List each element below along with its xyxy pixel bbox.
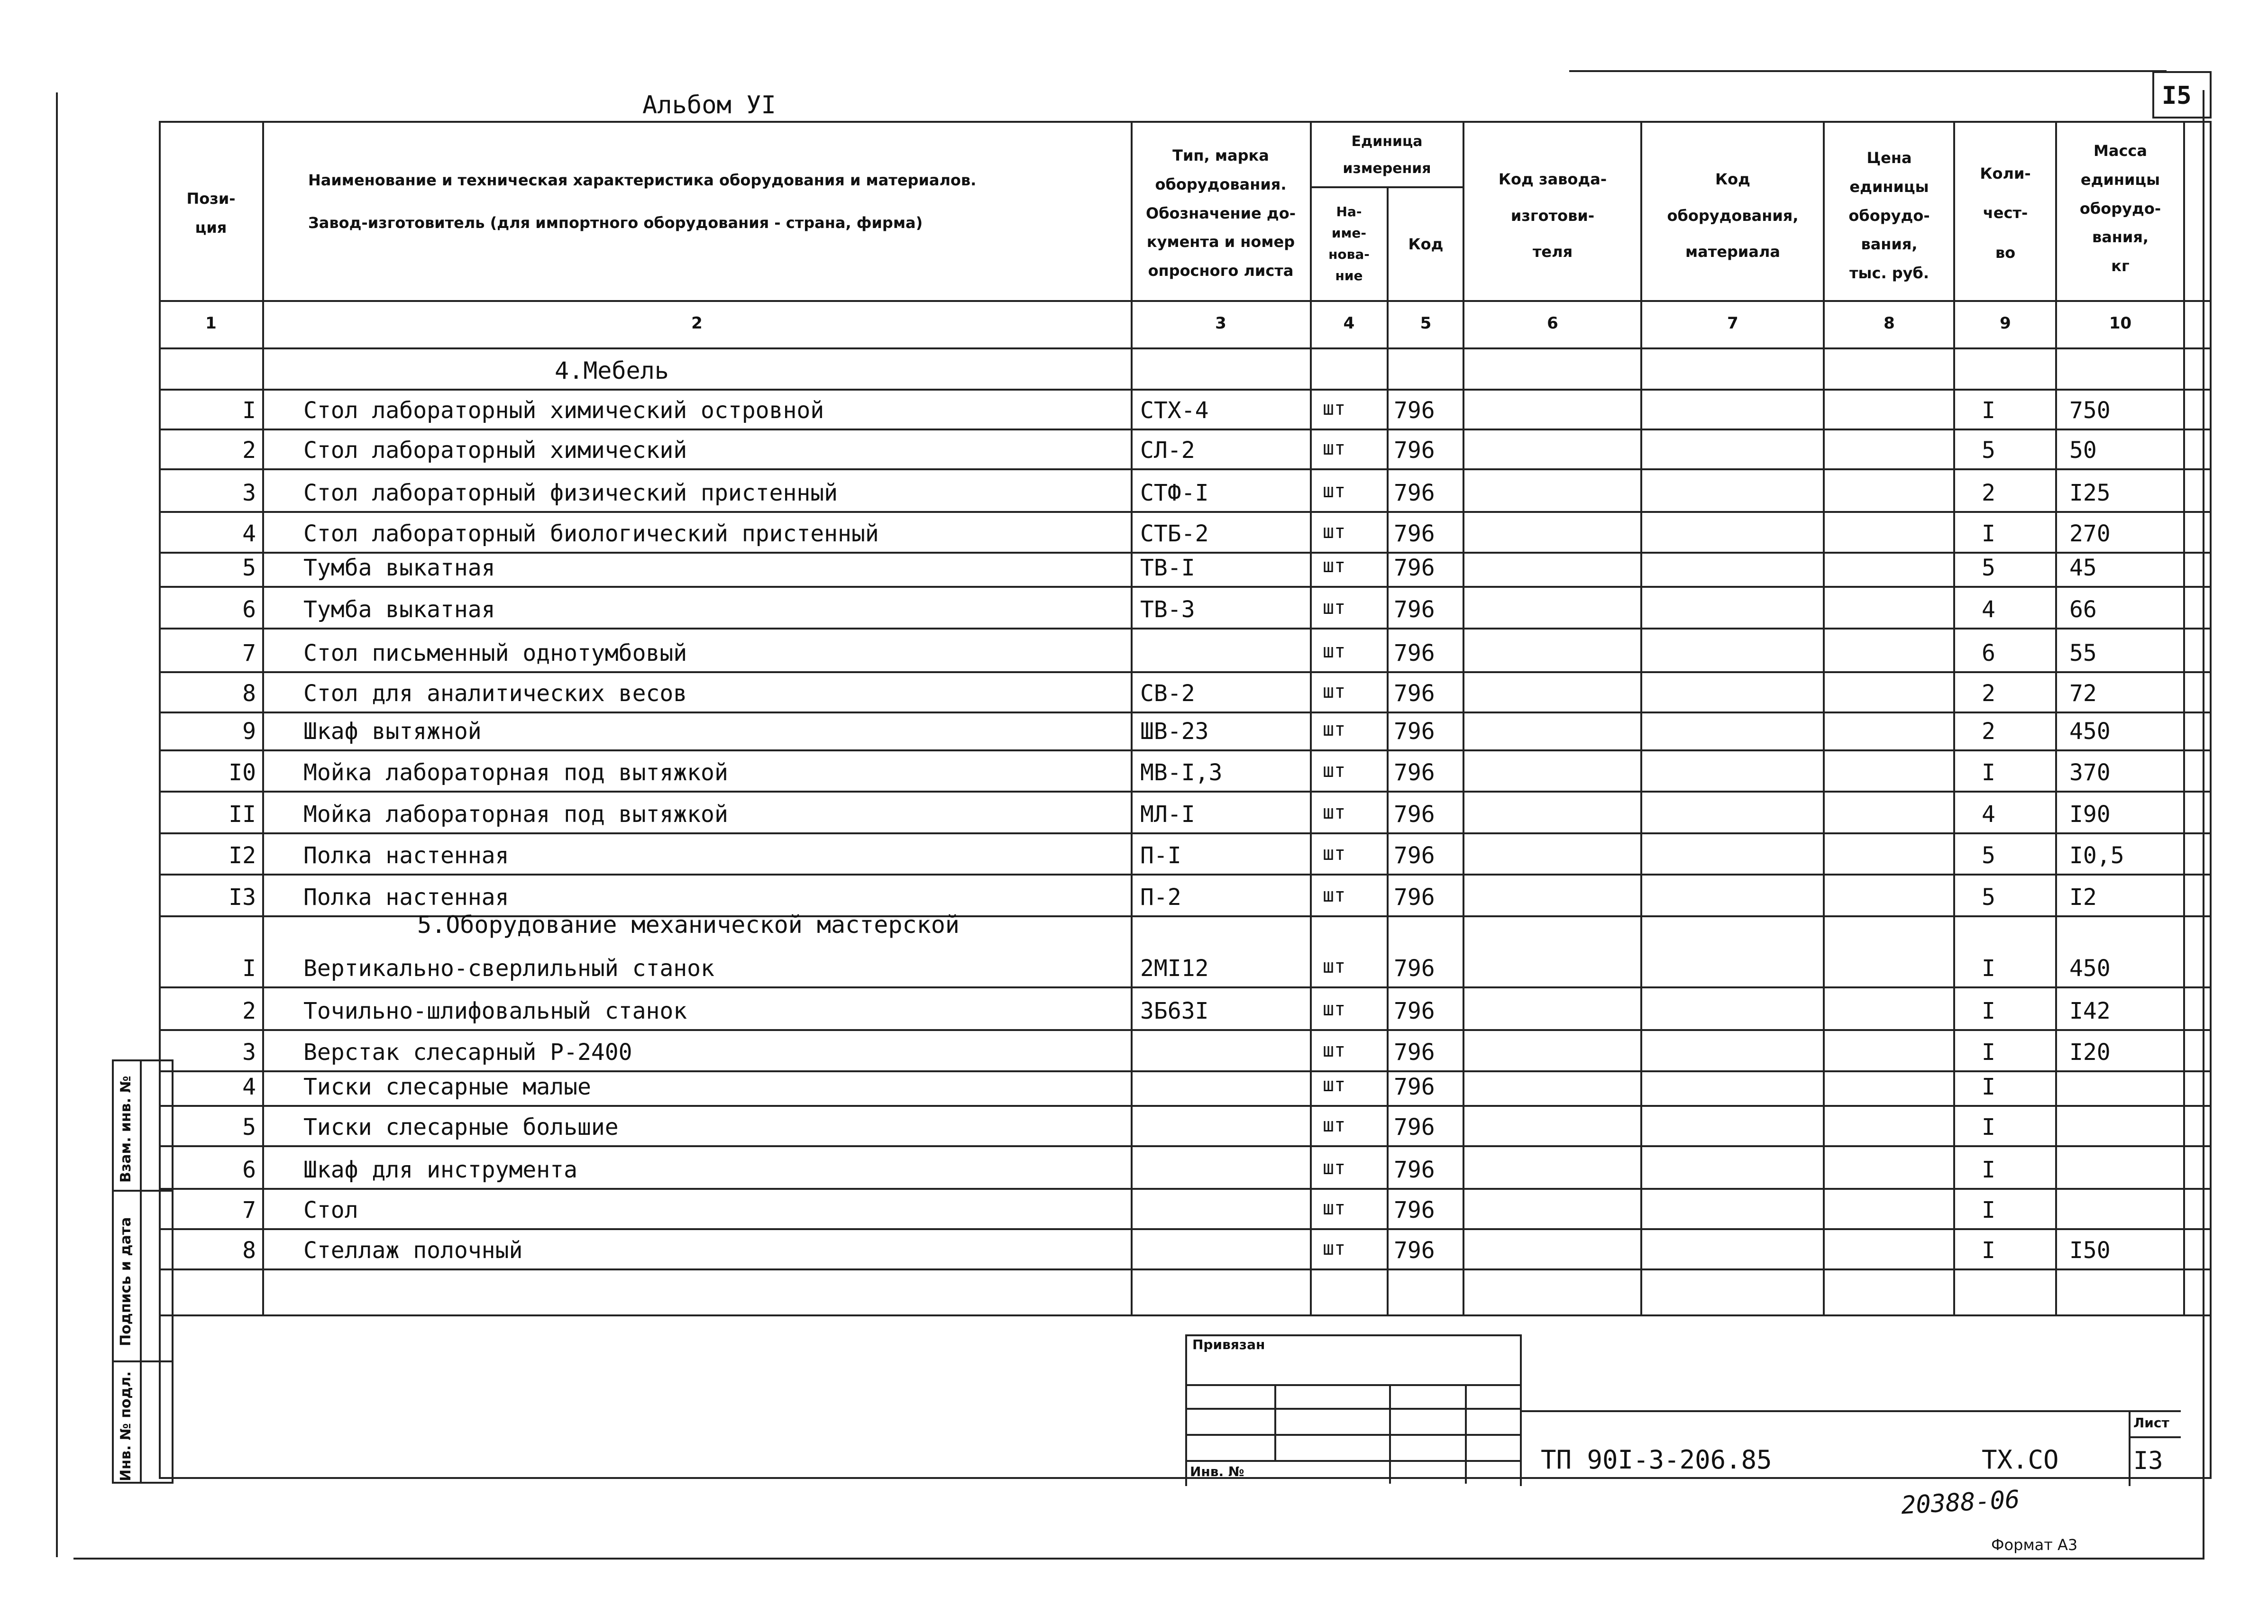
row-position: 8 — [242, 680, 256, 707]
row-unit: шт — [1323, 843, 1346, 865]
top-rule — [1569, 70, 2167, 72]
header-name-line2: Завод-изготовитель (для импортного оборудования - страна, фирма) — [308, 213, 923, 232]
row-divider — [159, 1188, 2212, 1190]
row-position: 6 — [242, 596, 256, 623]
row-name: Полка настенная — [303, 842, 509, 869]
row-divider — [159, 429, 2212, 430]
row-unit-code: 796 — [1394, 520, 1435, 547]
left-border-line — [56, 92, 58, 1557]
row-name: Стол для аналитических весов — [303, 680, 687, 707]
row-divider — [159, 712, 2212, 713]
title-block-sheet-divider — [2129, 1410, 2131, 1486]
row-position: 7 — [242, 1197, 256, 1223]
stamp-privyazan-label: Привязан — [1192, 1337, 1265, 1352]
page-number: I5 — [2162, 82, 2192, 110]
row-mass: I42 — [2069, 998, 2111, 1024]
row-unit: шт — [1323, 398, 1346, 420]
row-quantity: 6 — [1982, 640, 1995, 666]
row-position: I0 — [229, 759, 256, 786]
section-4-title: 4.Мебель — [555, 357, 669, 384]
row-type: 3Б63I — [1140, 998, 1209, 1024]
row-unit: шт — [1323, 760, 1346, 782]
row-unit: шт — [1323, 1238, 1346, 1259]
row-position: 4 — [242, 520, 256, 547]
colnum-1: 1 — [205, 314, 217, 333]
row-divider — [159, 468, 2212, 470]
row-unit-code: 796 — [1394, 801, 1435, 828]
row-name: Полка настенная — [303, 884, 509, 911]
colnum-9: 9 — [2000, 314, 2011, 333]
side-label-inv-podl: Инв. № подл. — [118, 1371, 134, 1481]
row-divider — [159, 986, 2212, 988]
row-divider — [159, 1105, 2212, 1107]
side-label-vzam: Взам. инв. № — [118, 1076, 134, 1183]
row-position: 9 — [242, 718, 256, 745]
colnum-8: 8 — [1884, 314, 1895, 333]
row-mass: I25 — [2069, 480, 2111, 506]
sheet-code: ТХ.СО — [1982, 1445, 2059, 1475]
row-unit: шт — [1323, 480, 1346, 502]
row-quantity: I — [1982, 1197, 1995, 1223]
row-unit: шт — [1323, 640, 1346, 662]
row-unit-code: 796 — [1394, 480, 1435, 506]
row-position: 5 — [242, 1114, 256, 1140]
row-position: I — [242, 397, 256, 424]
row-divider — [159, 511, 2212, 513]
row-position: 2 — [242, 437, 256, 464]
row-name: Стеллаж полочный — [303, 1237, 523, 1264]
row-quantity: 4 — [1982, 596, 1995, 623]
row-unit-code: 796 — [1394, 1157, 1435, 1183]
header-equipment-code: Код оборудования, материала — [1667, 170, 1799, 261]
row-name: Шкаф для инструмента — [303, 1157, 577, 1183]
row-unit-code: 796 — [1394, 1197, 1435, 1223]
header-price: Цена единицы оборудо- вания, тыс. руб. — [1848, 149, 1930, 283]
row-quantity: I — [1982, 955, 1995, 982]
row-mass: I20 — [2069, 1039, 2111, 1066]
row-unit-code: 796 — [1394, 437, 1435, 464]
row-mass: I90 — [2069, 801, 2111, 828]
stamp-privyazan-box — [1185, 1334, 1522, 1486]
row-name: Стол лабораторный химический — [303, 437, 687, 464]
stamp-line-2 — [1185, 1408, 1522, 1410]
side-strip-line-2 — [112, 1360, 174, 1362]
row-mass: 66 — [2069, 596, 2097, 623]
row-mass: 55 — [2069, 640, 2097, 666]
header-quantity: Коли- чест- во — [1980, 164, 2031, 262]
row-quantity: 4 — [1982, 801, 1995, 828]
title-block-sheet-line — [2129, 1436, 2181, 1438]
sheet-label: Лист — [2133, 1415, 2169, 1431]
row-position: 4 — [242, 1074, 256, 1100]
row-position: I3 — [229, 884, 256, 911]
row-mass: I50 — [2069, 1237, 2111, 1264]
colnum-bottom-line — [159, 347, 2212, 349]
row-type: СВ-2 — [1140, 680, 1195, 707]
row-unit-code: 796 — [1394, 680, 1435, 707]
row-mass: 270 — [2069, 520, 2111, 547]
row-type: СТБ-2 — [1140, 520, 1209, 547]
header-mass: Масса единицы оборудо- вания, кг — [2079, 142, 2161, 275]
row-quantity: I — [1982, 1074, 1995, 1100]
row-mass: 72 — [2069, 680, 2097, 707]
stamp-line-3 — [1185, 1434, 1522, 1436]
row-position: 7 — [242, 640, 256, 666]
side-strip-divider — [140, 1059, 142, 1484]
row-type: СТХ-4 — [1140, 397, 1209, 424]
row-quantity: I — [1982, 1237, 1995, 1264]
colnum-2: 2 — [691, 314, 703, 333]
title-block-top — [1522, 1410, 2181, 1412]
row-type: ТВ-I — [1140, 555, 1195, 581]
row-divider — [159, 1228, 2212, 1230]
row-name: Тумба выкатная — [303, 596, 495, 623]
row-divider — [159, 671, 2212, 673]
side-label-podpis: Подпись и дата — [118, 1217, 134, 1346]
row-type: СТФ-I — [1140, 480, 1209, 506]
row-name: Стол — [303, 1197, 358, 1223]
row-position: I2 — [229, 842, 256, 869]
row-divider — [159, 628, 2212, 630]
row-quantity: I — [1982, 1114, 1995, 1140]
row-divider — [159, 749, 2212, 751]
album-title: Альбом УI — [642, 91, 776, 119]
colnum-6: 6 — [1547, 314, 1558, 333]
row-unit-code: 796 — [1394, 759, 1435, 786]
stamp-vline-1 — [1274, 1384, 1276, 1460]
row-name: Мойка лабораторная под вытяжкой — [303, 759, 728, 786]
row-type: П-I — [1140, 842, 1181, 869]
row-unit: шт — [1323, 885, 1346, 906]
header-bottom-line — [159, 300, 2212, 302]
row-quantity: 5 — [1982, 884, 1995, 911]
row-name: Стол лабораторный химический островной — [303, 397, 824, 424]
row-mass: 450 — [2069, 955, 2111, 982]
row-divider — [159, 791, 2212, 793]
row-type: ШВ-23 — [1140, 718, 1209, 745]
row-unit-code: 796 — [1394, 884, 1435, 911]
row-unit-code: 796 — [1394, 555, 1435, 581]
row-unit-code: 796 — [1394, 1114, 1435, 1140]
row-unit: шт — [1323, 597, 1346, 619]
row-quantity: I — [1982, 998, 1995, 1024]
row-quantity: 5 — [1982, 437, 1995, 464]
row-position: 8 — [242, 1237, 256, 1264]
row-name: Стол письменный однотумбовый — [303, 640, 687, 666]
row-divider — [159, 586, 2212, 588]
row-divider — [159, 1029, 2212, 1031]
row-name: Тиски слесарные малые — [303, 1074, 591, 1100]
row-quantity: 5 — [1982, 842, 1995, 869]
header-type: Тип, марка оборудования. Обозначение до- кумента и номер опросного листа — [1146, 146, 1296, 280]
row-mass: 450 — [2069, 718, 2111, 745]
format-label: Формат А3 — [1991, 1536, 2078, 1554]
row-unit: шт — [1323, 1040, 1346, 1061]
colnum-4: 4 — [1343, 314, 1355, 333]
colnum-3: 3 — [1215, 314, 1226, 333]
stamp-line-4 — [1185, 1460, 1522, 1462]
row-unit: шт — [1323, 719, 1346, 740]
row-quantity: I — [1982, 1157, 1995, 1183]
row-divider — [159, 552, 2212, 554]
row-quantity: I — [1982, 397, 1995, 424]
row-position: II — [229, 801, 256, 828]
row-unit-code: 796 — [1394, 640, 1435, 666]
row-unit-code: 796 — [1394, 1237, 1435, 1264]
row-name: Стол лабораторный физический пристенный — [303, 480, 838, 506]
row-name: Шкаф вытяжной — [303, 718, 482, 745]
row-type: МВ-I,3 — [1140, 759, 1223, 786]
row-unit: шт — [1323, 802, 1346, 823]
header-position: Пози- ция — [186, 190, 236, 237]
row-name: Вертикально-сверлильный станок — [303, 955, 714, 982]
row-divider — [159, 1268, 2212, 1270]
row-unit: шт — [1323, 1074, 1346, 1096]
header-name-line1: Наименование и техническая характеристика оборудования и материалов. — [308, 171, 977, 189]
row-unit-code: 796 — [1394, 397, 1435, 424]
colnum-10: 10 — [2109, 314, 2132, 333]
row-divider — [159, 832, 2212, 834]
stamp-line-1 — [1185, 1384, 1522, 1386]
row-divider — [159, 874, 2212, 876]
row-name: Мойка лабораторная под вытяжкой — [303, 801, 728, 828]
row-unit: шт — [1323, 1157, 1346, 1179]
header-factory-code: Код завода- изготови- теля — [1498, 170, 1607, 261]
row-unit-code: 796 — [1394, 718, 1435, 745]
row-divider — [159, 1145, 2212, 1147]
section-5-title: 5.Оборудование механической мастерской — [417, 911, 960, 939]
unit-subheader-line — [1310, 186, 1464, 188]
row-mass: I0,5 — [2069, 842, 2124, 869]
archive-number: 20388-06 — [1900, 1485, 2021, 1520]
row-unit-code: 796 — [1394, 955, 1435, 982]
section-4-line — [159, 389, 2212, 391]
row-position: 3 — [242, 1039, 256, 1066]
row-type: ТВ-3 — [1140, 596, 1195, 623]
row-unit: шт — [1323, 956, 1346, 977]
header-unit-code: Код — [1408, 235, 1444, 253]
row-type: П-2 — [1140, 884, 1181, 911]
row-quantity: 5 — [1982, 555, 1995, 581]
row-type: МЛ-I — [1140, 801, 1195, 828]
row-unit-code: 796 — [1394, 1074, 1435, 1100]
doc-code: ТП 90I-3-206.85 — [1541, 1445, 1772, 1475]
stamp-vline-3 — [1465, 1384, 1467, 1484]
row-quantity: 2 — [1982, 718, 1995, 745]
header-unit: Единица измерения — [1343, 133, 1431, 177]
row-name: Тумба выкатная — [303, 555, 495, 581]
row-position: I — [242, 955, 256, 982]
colnum-7: 7 — [1727, 314, 1738, 333]
row-type: СЛ-2 — [1140, 437, 1195, 464]
row-position: 5 — [242, 555, 256, 581]
side-strip-line-1 — [112, 1190, 174, 1192]
row-mass: 45 — [2069, 555, 2097, 581]
row-name: Стол лабораторный биологический пристенный — [303, 520, 879, 547]
row-unit-code: 796 — [1394, 1039, 1435, 1066]
row-unit: шт — [1323, 1197, 1346, 1219]
stamp-vline-2 — [1389, 1384, 1391, 1484]
row-position: 3 — [242, 480, 256, 506]
header-unit-name: На- име- нова- ние — [1328, 204, 1370, 283]
row-unit-code: 796 — [1394, 998, 1435, 1024]
row-name: Тиски слесарные большие — [303, 1114, 619, 1140]
row-mass: 50 — [2069, 437, 2097, 464]
row-name: Верстак слесарный Р-2400 — [303, 1039, 632, 1066]
row-unit-code: 796 — [1394, 596, 1435, 623]
row-unit: шт — [1323, 438, 1346, 459]
row-type: 2МI12 — [1140, 955, 1209, 982]
row-unit: шт — [1323, 555, 1346, 577]
row-unit: шт — [1323, 681, 1346, 703]
stamp-inv-label: Инв. № — [1190, 1464, 1244, 1479]
row-name: Точильно-шлифовальный станок — [303, 998, 687, 1024]
row-mass: 750 — [2069, 397, 2111, 424]
row-unit: шт — [1323, 998, 1346, 1020]
row-unit-code: 796 — [1394, 842, 1435, 869]
row-quantity: 2 — [1982, 680, 1995, 707]
row-position: 2 — [242, 998, 256, 1024]
row-quantity: I — [1982, 520, 1995, 547]
row-position: 6 — [242, 1157, 256, 1183]
row-mass: 370 — [2069, 759, 2111, 786]
row-quantity: I — [1982, 1039, 1995, 1066]
sheet-number: I3 — [2133, 1447, 2163, 1475]
row-unit: шт — [1323, 1114, 1346, 1136]
body-bottom-line — [159, 1314, 2212, 1316]
row-quantity: I — [1982, 759, 1995, 786]
colnum-5: 5 — [1420, 314, 1432, 333]
row-divider — [159, 1070, 2212, 1072]
row-unit: шт — [1323, 521, 1346, 543]
row-quantity: 2 — [1982, 480, 1995, 506]
row-mass: I2 — [2069, 884, 2097, 911]
